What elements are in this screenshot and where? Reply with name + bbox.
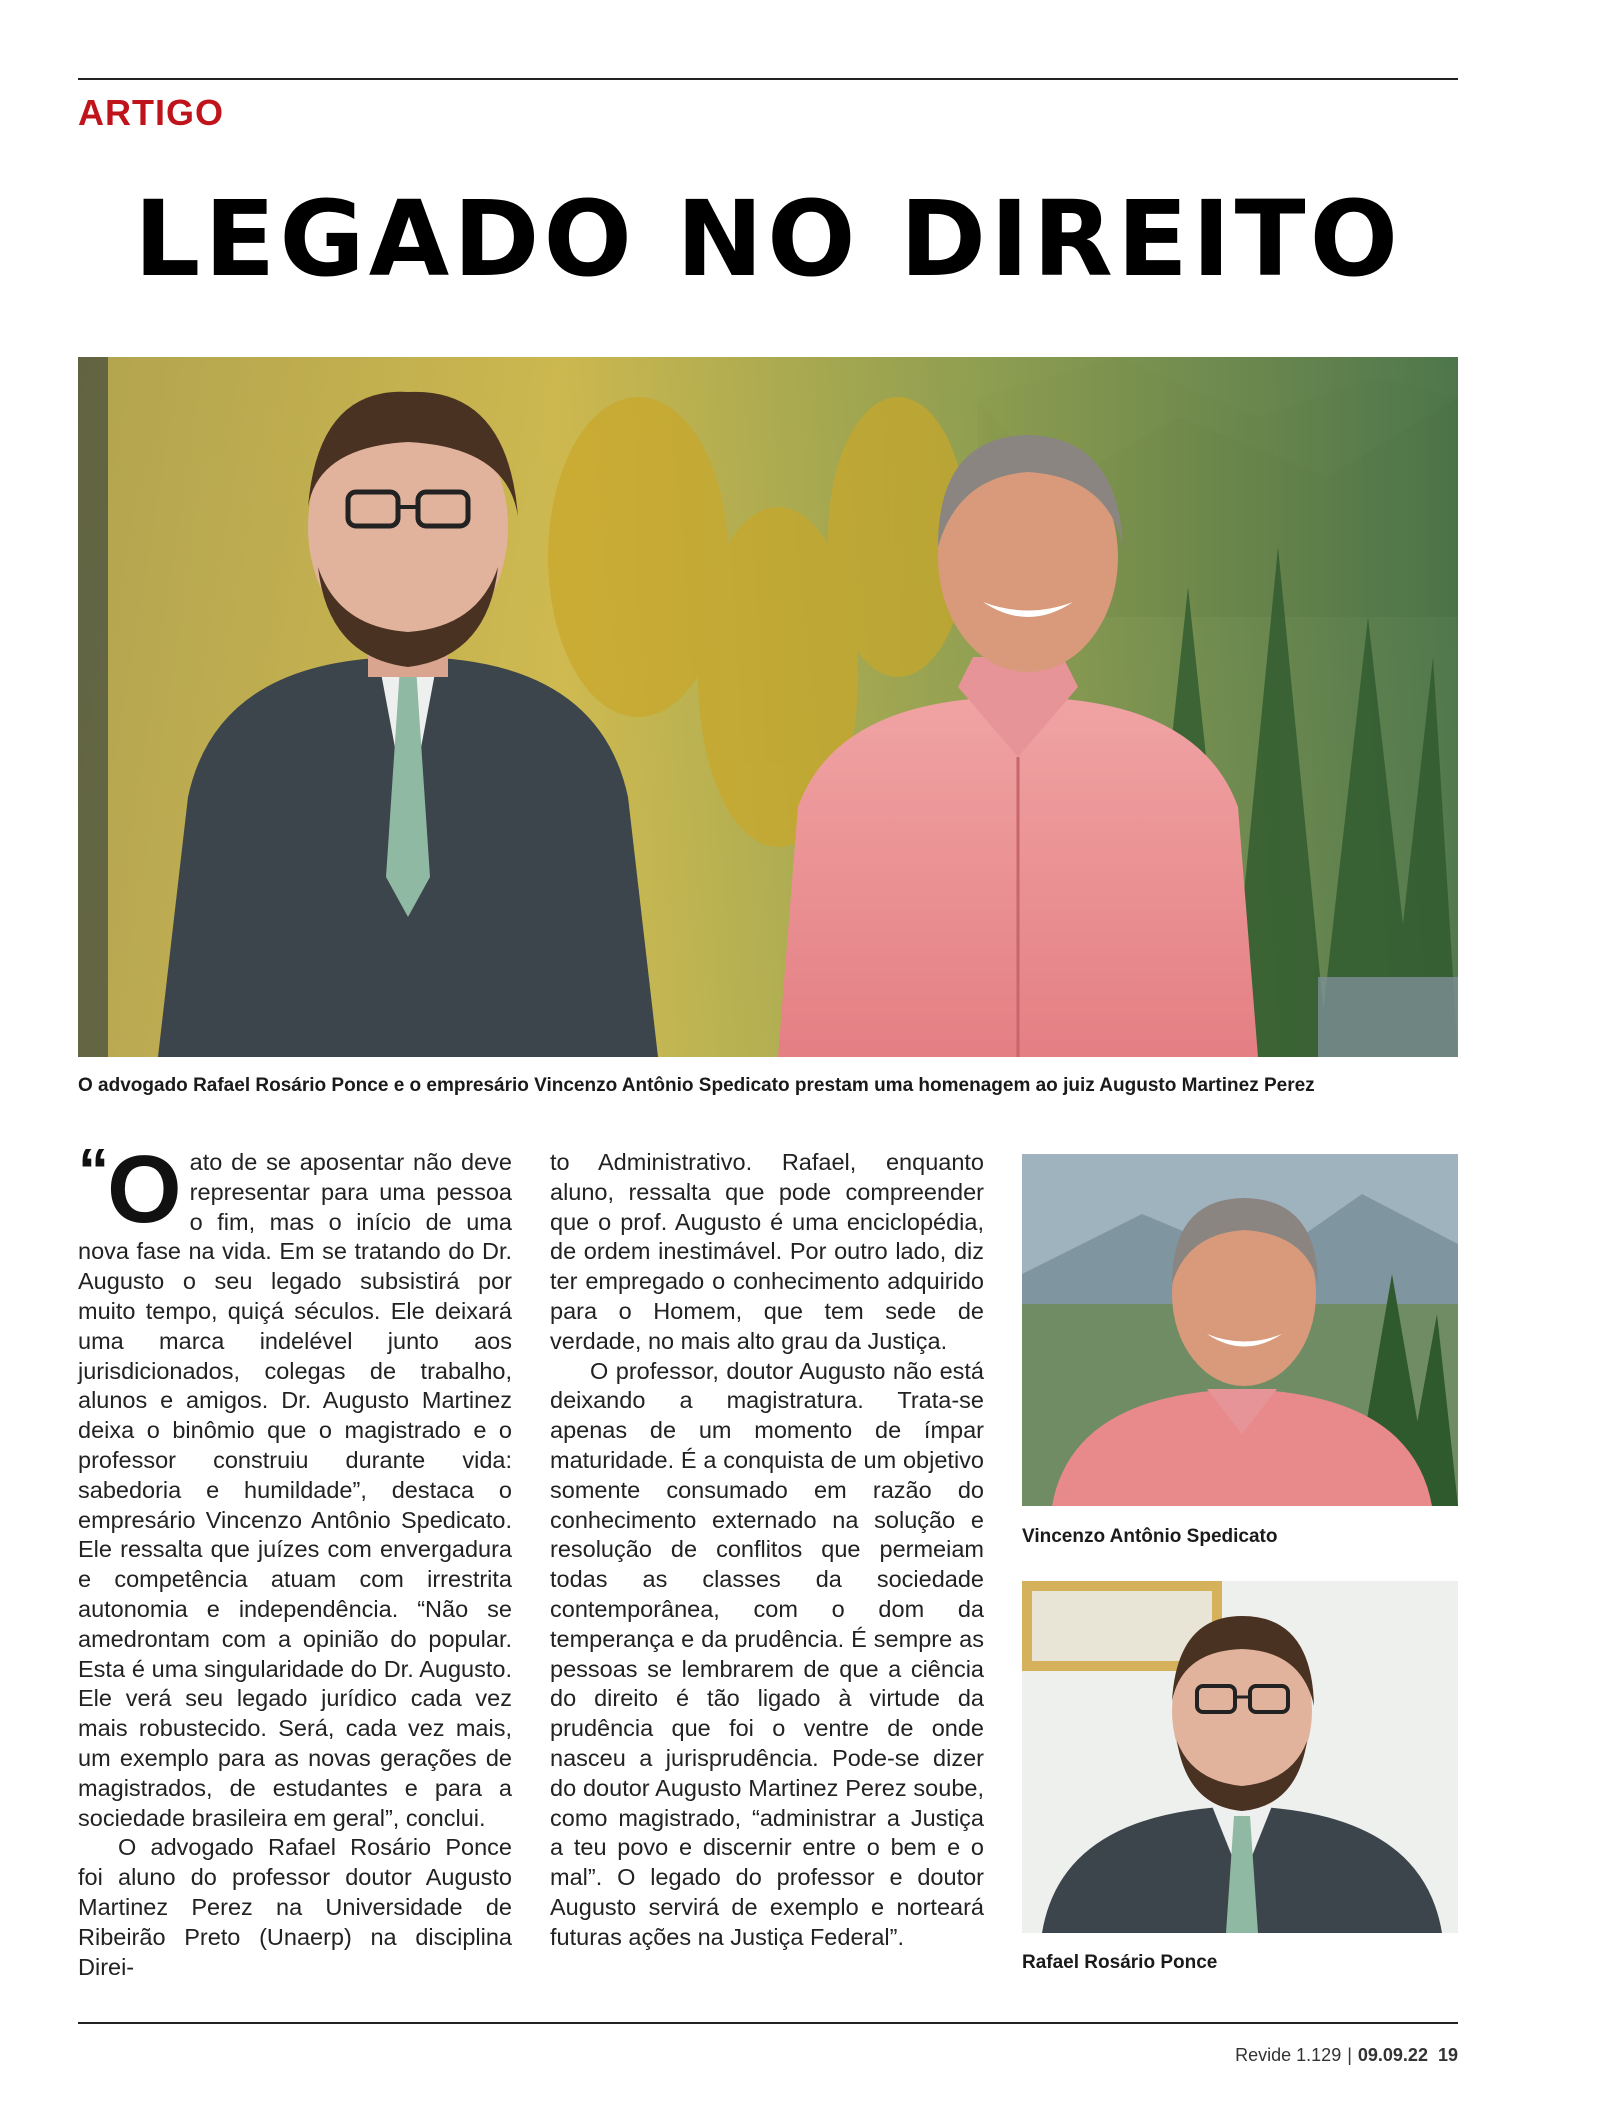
open-quote: “	[78, 1137, 109, 1206]
article-paragraph: O advogado Rafael Rosário Ponce foi aluno do professor doutor Augusto Martinez Perez na Universidade de Ribeirão Preto (Unaerp) na disciplina Direi-	[78, 1834, 512, 1980]
article-paragraph	[78, 1136, 512, 1833]
side-photo-rafael	[1022, 1581, 1458, 1933]
side-photo-rafael-illustration	[1022, 1581, 1458, 1933]
article-column-2	[550, 1148, 984, 1953]
article-column-1	[78, 1136, 512, 1982]
main-photo-illustration	[78, 357, 1458, 1057]
footer-divider: |	[1347, 2045, 1352, 2065]
dropcap	[78, 1136, 182, 1243]
side-photo-vincenzo-caption: Vincenzo Antônio Spedicato	[1022, 1526, 1278, 1547]
side-photo-rafael-caption: Rafael Rosário Ponce	[1022, 1952, 1218, 1973]
section-label: ARTIGO	[78, 92, 224, 133]
footer-issue: Revide 1.129	[1235, 2045, 1342, 2065]
side-photo-vincenzo	[1022, 1154, 1458, 1506]
page-footer	[1235, 2045, 1458, 2066]
main-photo	[78, 357, 1458, 1057]
bottom-rule	[78, 2022, 1458, 2024]
main-photo-caption: O advogado Rafael Rosário Ponce e o empresário Vincenzo Antônio Spedicato prestam uma homenagem ao juiz Augusto Martinez Perez	[78, 1075, 1315, 1096]
headline: LEGADO NO DIREITO	[134, 178, 1402, 300]
article-paragraph: to Administrativo. Rafael, enquanto aluno, ressalta que pode compreender que o prof. Augusto é uma enciclopédia, de ordem inestimável. Por outro lado, diz ter empregado o conhecimento adquirido para o Homem, que tem sede de verdade, no mais alto grau da Justiça.	[550, 1149, 984, 1354]
page-number: 19	[1437, 2045, 1458, 2065]
paragraph-text: ato de se aposentar não deve representar para uma pessoa o fim, mas o início de uma nova fase na vida. Em se tratando do Dr. Augusto o seu legado subsistirá por muito tempo, quiçá séculos. Ele deixará uma marca indelével junto aos jurisdicionados, colegas de trabalho, alunos e amigos. Dr. Augusto Martinez deixa o binômio que o magistrado e o professor construiu durante vida: sabedoria e humildade”, destaca o empresário Vincenzo Antônio Spedicato. Ele ressalta que juízes com envergadura e competência atuam com irrestrita autonomia e independência. “Não se amedrontam com a opinião do popular. Esta é uma singularidade do Dr. Augusto. Ele verá seu legado jurídico cada vez mais robustecido. Será, cada vez mais, um exemplo para as novas gerações de magistrados, de estudantes e para a sociedade brasileira em geral”, conclui.	[78, 1149, 512, 1831]
dropcap-letter: O	[107, 1136, 182, 1243]
article-paragraph: O professor, doutor Augusto não está deixando a magistratura. Trata-se apenas de um momento de ímpar maturidade. É a conquista de um objetivo somente consumado em razão do conhecimento externado na solução e resolução de conflitos que permeiam todas as classes da sociedade contemporânea, com o dom da temperança e da prudência. É sempre as pessoas se lembrarem de que a ciência do direito é tão ligado à virtude da prudência que foi o ventre de onde nasceu a jurisprudência. Pode-se dizer do doutor Augusto Martinez Perez soube, como magistrado, “administrar a Justiça a teu povo e discernir entre o bem e o mal”. O legado do professor e doutor Augusto servirá de exemplo e norteará futuras ações na Justiça Federal”.	[550, 1357, 984, 1950]
top-rule	[78, 78, 1458, 80]
side-photo-vincenzo-illustration	[1022, 1154, 1458, 1506]
footer-date: 09.09.22	[1357, 2045, 1428, 2065]
